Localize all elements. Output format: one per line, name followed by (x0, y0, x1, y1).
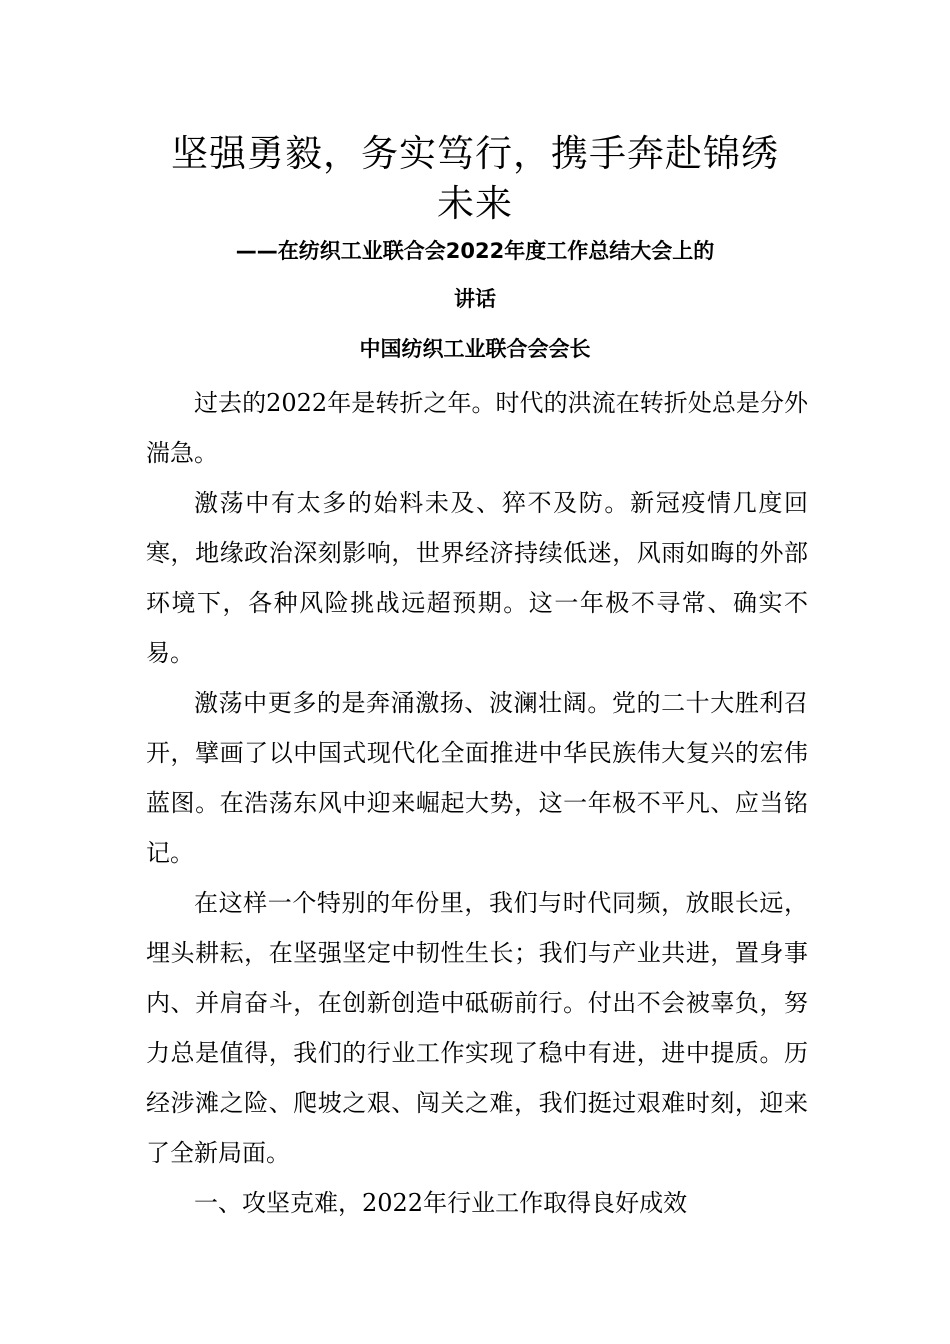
document-subtitle-line-2: 讲话 (454, 287, 496, 311)
section-heading-1: 一、攻坚克难，2022年行业工作取得良好成效 (194, 1189, 688, 1217)
document-author: 中国纺织工业联合会会长 (359, 337, 591, 361)
document-body (146, 378, 808, 1228)
body-paragraph-4: 在这样一个特别的年份里，我们与时代同频，放眼长远，埋头耕耘，在坚强坚定中韧性生长；我们与产业共进，置身事内、并肩奋斗，在创新创造中砥砺前行。付出不会被辜负，努力总是值得，我们的行业工作实现了稳中有进，进中提质。历经涉滩之险、爬坡之艰、闯关之难，我们挺过艰难时刻，迎来了全新局面。 (146, 889, 808, 1167)
body-paragraph-2: 激荡中有太多的始料未及、猝不及防。新冠疫情几度回寒，地缘政治深刻影响，世界经济持续低迷，风雨如晦的外部环境下，各种风险挑战远超预期。这一年极不寻常、确实不易。 (146, 489, 808, 667)
document-title-line-2: 未来 (437, 182, 513, 225)
body-paragraph-1: 过去的2022年是转折之年。时代的洪流在转折处总是分外湍急。 (146, 389, 808, 467)
document-subtitle-line-1: ——在纺织工业联合会2022年度工作总结大会上的 (235, 239, 715, 263)
body-paragraph-3: 激荡中更多的是奔涌激扬、波澜壮阔。党的二十大胜利召开，擘画了以中国式现代化全面推进中华民族伟大复兴的宏伟蓝图。在浩荡东风中迎来崛起大势，这一年极不平凡、应当铭记。 (146, 689, 808, 867)
document-title-line-1: 坚强勇毅，务实笃行，携手奔赴锦绣 (171, 132, 779, 175)
